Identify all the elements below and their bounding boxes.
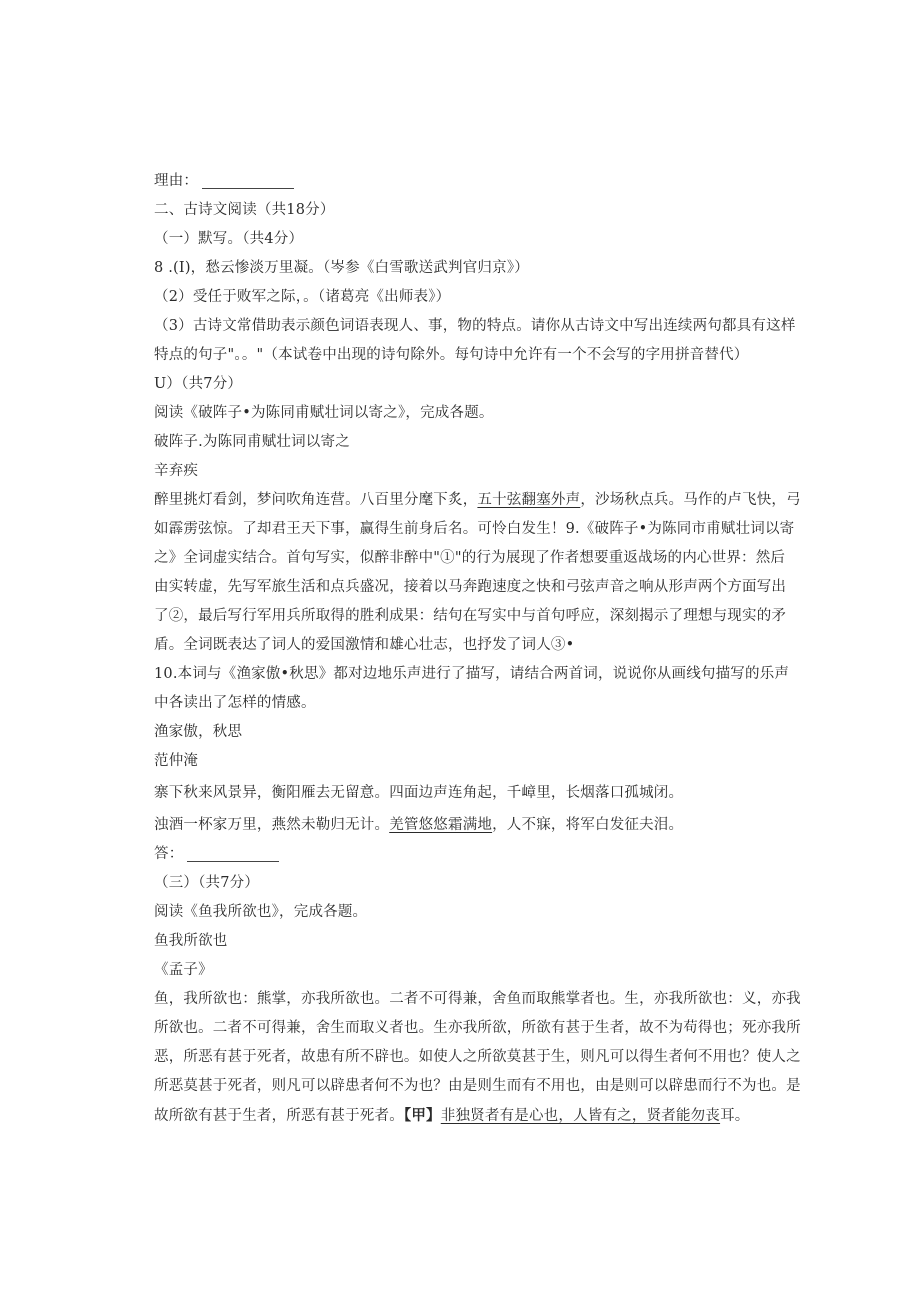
- poem-line-2: 如霹雳弦惊。了却君王天下事，赢得生前身后名。可怜白发生！9.《破阵子•为陈同市甫赋壮词以寄: [154, 521, 795, 537]
- poem-author: 辛弃疾: [154, 463, 199, 479]
- poem-line-1: 醉里挑灯看剑，梦问吹角连营。八百里分麾下炙，五十弦翻塞外声，沙场秋点兵。马作的卢飞快，弓: [154, 492, 801, 508]
- subsection-heading-3: （三）（共7分）: [154, 875, 260, 891]
- prose-source: 《孟子》: [154, 962, 213, 978]
- prose-line: 所欲也。二者不可得兼，舍生而取义者也。生亦我所欲，所欲有甚于生者，故不为苟得也；死亦我所: [154, 1020, 801, 1036]
- question-9-line: 由实转虚，先写军旅生活和点兵盛况，接着以马奔跑速度之快和弓弦声音之响从形声两个方面写出: [154, 579, 787, 595]
- reading-instruction: 阅读《破阵子•为陈同甫赋壮词以寄之》，完成各题。: [154, 405, 494, 421]
- question-8-1: 8 .(I)，愁云惨淡万里凝。（岑参《白雪歌送武判官归京》）: [154, 260, 529, 276]
- poem2-line-1: 寨下秋来风景异，衡阳雁去无留意。四面边声连角起，千嶂里，长烟落口孤城闭。: [154, 785, 684, 801]
- poem2-line-2: 浊酒一杯家万里，燕然未勒归无计。羌管悠悠霜满地，人不寐，将军白发征夫泪。: [154, 817, 684, 833]
- subsection-heading-2: U）（共7分）: [154, 376, 243, 392]
- section-heading: 二、古诗文阅读（共18分）: [154, 202, 335, 218]
- question-8-2: （2）受任于败军之际，。（诸葛亮《出师表》）: [154, 289, 451, 305]
- question-9-line: 之》全词虚实结合。首句写实，似醉非醉中"①"的行为展现了作者想要重返战场的内心世界：然后: [154, 550, 786, 566]
- question-9-line: 盾。全词既表达了词人的爱国激情和雄心壮志，也抒发了词人③•: [154, 637, 575, 653]
- question-8-3: （3）古诗文常借助表示颜色词语表现人、事，物的特点。请你从古诗文中写出连续两句都具有这样: [154, 318, 796, 334]
- marker-jia: 【甲】: [403, 1107, 441, 1124]
- prose-line: 恶，所恶有甚于死者，故患有所不辟也。如使人之所欲莫甚于生，则凡可以得生者何不用也？使人之: [154, 1049, 801, 1065]
- poem-title: 破阵子.为陈同甫赋壮词以寄之: [154, 434, 350, 450]
- reading-instruction-2: 阅读《鱼我所欲也》，完成各题。: [154, 904, 368, 920]
- answer-line: 答：: [154, 840, 832, 869]
- underlined-verse: 五十弦翻塞外声: [477, 492, 581, 508]
- prose-line: 所恶莫甚于死者，则凡可以辟患者何不为也？由是则生而有不用也，由是则可以辟患而行不为也。是: [154, 1078, 801, 1094]
- prose-line-last: 故所欲有甚于生者，所恶有甚于死者。【甲】非独贤者有是心也，人皆有之，贤者能勿丧耳。: [154, 1107, 750, 1124]
- reason-line: 理由：: [154, 167, 832, 196]
- prose-title: 鱼我所欲也: [154, 933, 228, 949]
- question-10: 10.本词与《渔家傲•秋思》都对边地乐声进行了描写，请结合两首词，说说你从画线句描写的乐声: [154, 666, 790, 682]
- poem-title-2: 渔家傲，秋思: [154, 724, 243, 740]
- subsection-heading: （一）默写。（共4分）: [154, 231, 304, 247]
- poem-author-2: 范仲淹: [154, 753, 199, 769]
- answer-blank[interactable]: [187, 847, 279, 862]
- question-9-line: 了②，最后写行军用兵所取得的胜利成果：结句在写实中与首句呼应，深刻揭示了理想与现实的矛: [154, 608, 787, 624]
- underlined-sentence: 非独贤者有是心也，人皆有之，贤者能勿丧: [440, 1108, 721, 1124]
- question-10-cont: 中各读出了怎样的情感。: [154, 695, 316, 711]
- answer-blank[interactable]: [202, 174, 294, 189]
- underlined-verse: 羌管悠悠霜满地: [389, 817, 493, 833]
- prose-line: 鱼，我所欲也：熊掌，亦我所欲也。二者不可得兼，舍鱼而取熊掌者也。生，亦我所欲也：义，亦我: [154, 991, 801, 1007]
- question-8-3-cont: 特点的句子"。。"（本试卷中出现的诗句除外。每句诗中允许有一个不会写的字用拼音替代）: [154, 347, 749, 363]
